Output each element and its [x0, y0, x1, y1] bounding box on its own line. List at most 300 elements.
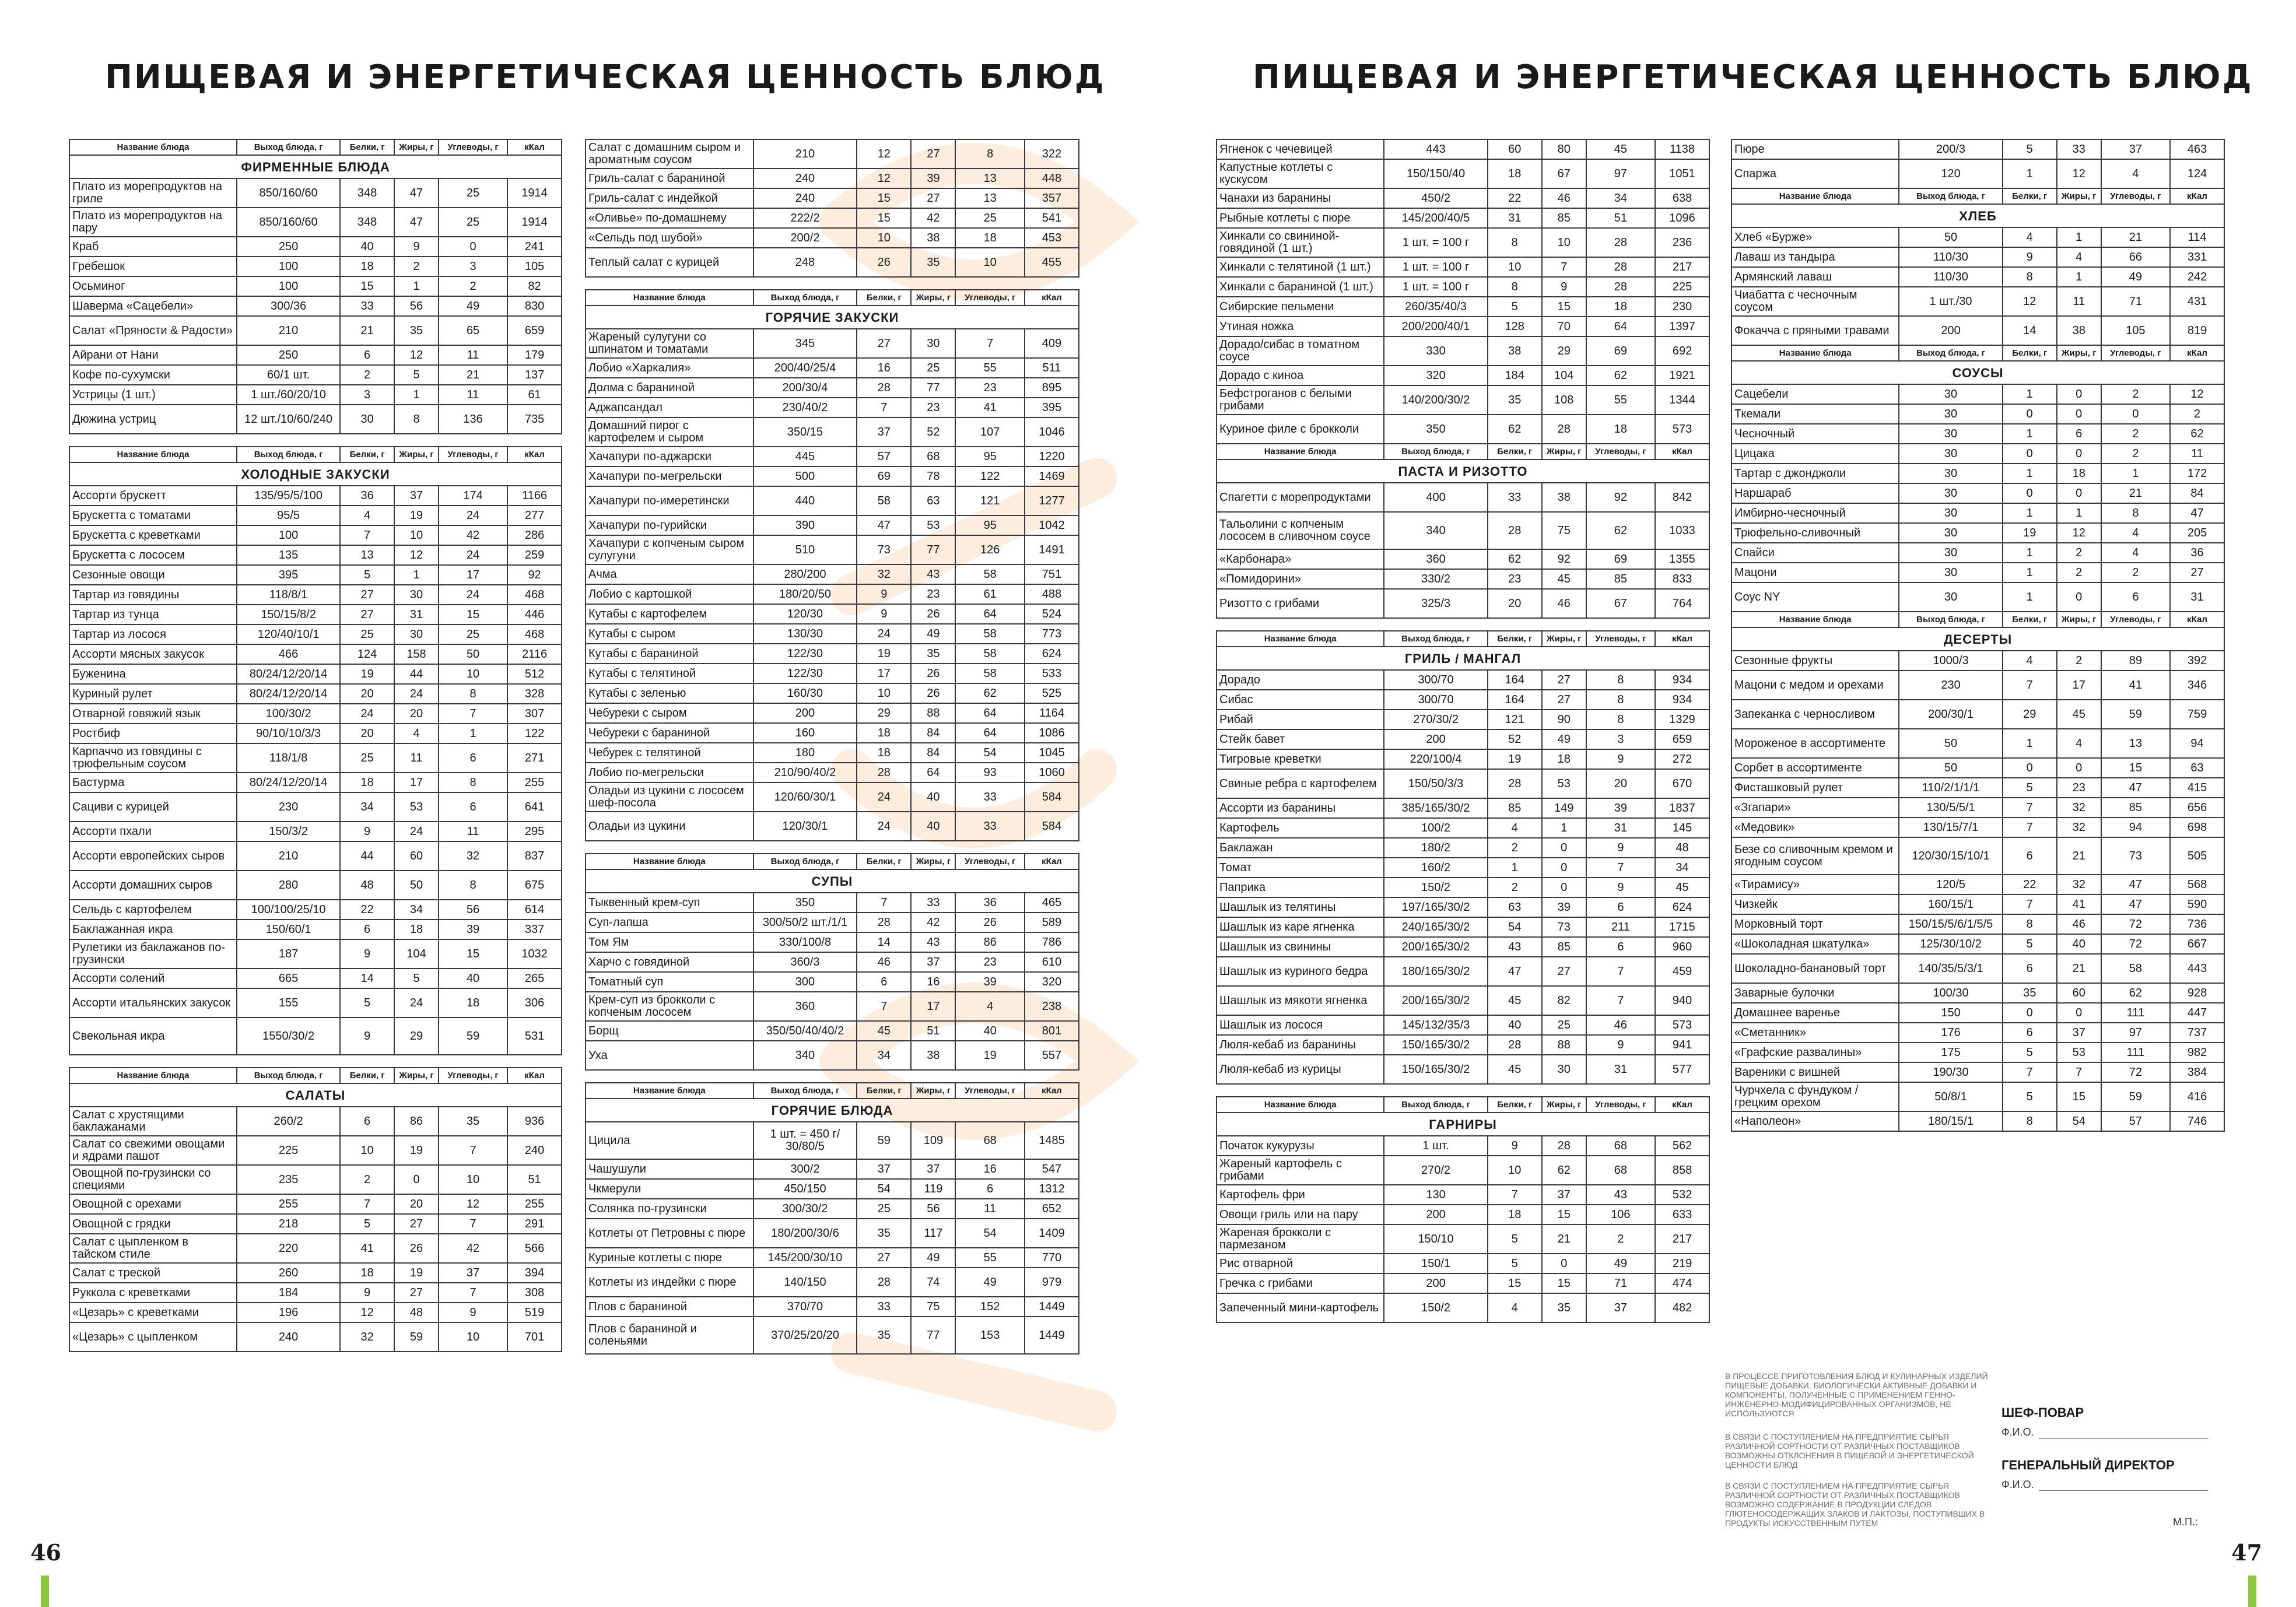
dish-carbs-cell: 8	[2101, 503, 2170, 523]
dish-fat-cell: 45	[1542, 569, 1586, 589]
dish-fat-cell: 20	[394, 704, 439, 724]
dish-name-cell: Хачапури по-имеретински	[586, 486, 753, 515]
dish-portion-cell: 95/5	[237, 506, 340, 525]
dish-kcal-cell: 395	[1025, 398, 1079, 417]
dish-portion-cell: 200/2	[753, 228, 857, 248]
dish-protein-cell: 35	[2003, 983, 2057, 1003]
dish-portion-cell: 500	[753, 466, 857, 486]
dish-kcal-cell: 667	[2170, 934, 2224, 954]
section-spacer	[69, 434, 562, 447]
column-header: Углеводы, г	[439, 139, 507, 155]
dish-name-cell: Овощной по-грузински со специями	[69, 1165, 237, 1194]
dish-name-cell: Ачма	[586, 564, 753, 584]
dish-portion-cell: 130/30	[753, 624, 857, 644]
dish-fat-cell: 60	[2057, 983, 2101, 1003]
dish-protein-cell: 12	[340, 1303, 394, 1322]
dish-fat-cell: 32	[2057, 875, 2101, 894]
dish-protein-cell: 8	[2003, 267, 2057, 287]
dish-name-cell: Чанахи из баранины	[1217, 188, 1384, 208]
table-row	[69, 684, 562, 704]
table-row	[586, 378, 1079, 398]
dish-name-cell: «Цезарь» с креветками	[69, 1303, 237, 1322]
dish-name-cell: Бастурма	[69, 773, 237, 792]
column-header: Жиры, г	[1542, 631, 1586, 647]
dish-protein-cell: 6	[2003, 1023, 2057, 1043]
dish-name-cell: Шашлык из лосося	[1217, 1015, 1384, 1035]
dish-kcal-cell: 328	[507, 684, 562, 704]
dish-name-cell: Сациви с курицей	[69, 792, 237, 822]
dish-fat-cell: 4	[394, 724, 439, 743]
dish-name-cell: Ассорти европейских сыров	[69, 841, 237, 871]
dish-carbs-cell: 28	[1586, 257, 1655, 277]
dish-kcal-cell: 837	[507, 841, 562, 871]
dish-portion-cell: 120	[1899, 159, 2002, 188]
dish-carbs-cell: 25	[955, 208, 1024, 228]
dish-name-cell: Устрицы (1 шт.)	[69, 385, 237, 405]
dish-carbs-cell: 10	[439, 1322, 507, 1352]
dish-portion-cell: 187	[237, 939, 340, 969]
dish-fat-cell: 0	[2057, 444, 2101, 464]
section-title-row	[586, 869, 1079, 893]
dish-fat-cell: 0	[1542, 838, 1586, 858]
dish-kcal-cell: 1060	[1025, 763, 1079, 783]
dish-carbs-cell: 58	[2101, 954, 2170, 983]
dish-kcal-cell: 641	[507, 792, 562, 822]
dish-fat-cell: 28	[1542, 1136, 1586, 1156]
dish-kcal-cell: 652	[1025, 1199, 1079, 1219]
dish-kcal-cell: 1042	[1025, 515, 1079, 535]
dish-carbs-cell: 1	[2101, 464, 2170, 483]
dish-protein-cell: 2	[1488, 878, 1542, 897]
dish-fat-cell: 10	[394, 525, 439, 545]
dish-portion-cell: 240	[237, 1322, 340, 1352]
table-row	[69, 822, 562, 841]
dish-kcal-cell: 431	[2170, 287, 2224, 316]
dish-protein-cell: 28	[1488, 769, 1542, 798]
dish-protein-cell: 58	[857, 486, 911, 515]
dish-portion-cell: 200	[1384, 1205, 1487, 1224]
column-header: кКал	[507, 447, 562, 462]
table-row	[1217, 483, 1709, 512]
section-title: ХЛЕБ	[1731, 204, 2224, 227]
dish-portion-cell: 180/20/50	[753, 584, 857, 604]
dish-kcal-cell: 770	[1025, 1248, 1079, 1268]
dish-protein-cell: 73	[857, 535, 911, 564]
dish-protein-cell: 31	[1488, 208, 1542, 228]
column-header: Название блюда	[69, 447, 237, 462]
dish-kcal-cell: 94	[2170, 729, 2224, 758]
column-header: Выход блюда, г	[237, 447, 340, 462]
table-row	[1217, 858, 1709, 878]
dish-name-cell: Чебуреки с бараниной	[586, 723, 753, 743]
column-header: Выход блюда, г	[1384, 631, 1487, 647]
table-header-row	[586, 1083, 1079, 1099]
dish-protein-cell: 63	[1488, 897, 1542, 917]
dish-protein-cell: 128	[1488, 317, 1542, 336]
dish-fat-cell: 1	[2057, 267, 2101, 287]
dish-carbs-cell: 62	[955, 683, 1024, 703]
dish-portion-cell: 180/200/30/6	[753, 1219, 857, 1248]
dish-carbs-cell: 3	[439, 257, 507, 276]
table-row	[1731, 651, 2224, 671]
dish-kcal-cell: 320	[1025, 972, 1079, 992]
dish-name-cell: Чкмерули	[586, 1179, 753, 1199]
dish-kcal-cell: 505	[2170, 837, 2224, 875]
dish-portion-cell: 160/30	[753, 683, 857, 703]
section-title: САЛАТЫ	[69, 1083, 562, 1107]
dish-fat-cell: 104	[394, 939, 439, 969]
column-header: Название блюда	[1217, 1097, 1384, 1113]
dish-name-cell: «Помидорини»	[1217, 569, 1384, 589]
dish-carbs-cell: 6	[439, 743, 507, 773]
dish-kcal-cell: 31	[2170, 583, 2224, 612]
dish-portion-cell: 230	[237, 792, 340, 822]
dish-name-cell: Плато из морепродуктов на пару	[69, 208, 237, 237]
dish-fat-cell: 52	[911, 417, 955, 447]
dish-name-cell: Чиабатта с чесночным соусом	[1731, 287, 1899, 316]
dish-kcal-cell: 557	[1025, 1041, 1079, 1070]
column-header: Белки, г	[340, 447, 394, 462]
dish-carbs-cell: 66	[2101, 247, 2170, 267]
dish-name-cell: Домашний пирог с картофелем и сыром	[586, 417, 753, 447]
dish-name-cell: Гребешок	[69, 257, 237, 276]
dish-kcal-cell: 357	[1025, 188, 1079, 208]
dish-name-cell: «Сельдь под шубой»	[586, 228, 753, 248]
dish-fat-cell: 27	[1542, 690, 1586, 710]
dish-kcal-cell: 272	[1655, 749, 1709, 769]
dish-carbs-cell: 86	[955, 932, 1024, 952]
dish-protein-cell: 1	[2003, 384, 2057, 404]
nutrition-table	[585, 139, 1079, 1355]
dish-protein-cell: 47	[1488, 957, 1542, 986]
dish-protein-cell: 4	[340, 506, 394, 525]
table-row	[586, 763, 1079, 783]
dish-name-cell: Ростбиф	[69, 724, 237, 743]
dish-name-cell: Люля-кебаб из курицы	[1217, 1055, 1384, 1084]
column-header: кКал	[2170, 612, 2224, 627]
dish-name-cell: Котлеты от Петровны с пюре	[586, 1219, 753, 1248]
dish-name-cell: Ассорти пхали	[69, 822, 237, 841]
dish-portion-cell: 400	[1384, 483, 1487, 512]
column-header: Углеводы, г	[439, 1068, 507, 1083]
dish-fat-cell: 34	[394, 900, 439, 920]
dish-carbs-cell: 55	[1586, 385, 1655, 415]
dish-carbs-cell: 9	[1586, 878, 1655, 897]
dish-kcal-cell: 566	[507, 1234, 562, 1263]
dish-name-cell: «Медовик»	[1731, 817, 1899, 837]
dish-carbs-cell: 64	[1586, 317, 1655, 336]
column-header: Белки, г	[2003, 612, 2057, 627]
dish-kcal-cell: 589	[1025, 913, 1079, 932]
dish-fat-cell: 49	[1542, 729, 1586, 749]
dish-carbs-cell: 47	[2101, 875, 2170, 894]
dish-name-cell: Тартар из говядины	[69, 585, 237, 605]
table-row	[1731, 837, 2224, 875]
table-row	[1217, 986, 1709, 1015]
dish-carbs-cell: 64	[955, 604, 1024, 624]
table-row	[1731, 287, 2224, 316]
dish-name-cell: Мацони с медом и орехами	[1731, 671, 1899, 700]
dish-name-cell: Гриль-салат с бараниной	[586, 169, 753, 188]
dish-fat-cell: 53	[2057, 1043, 2101, 1062]
dish-kcal-cell: 1449	[1025, 1317, 1079, 1354]
dish-kcal-cell: 1485	[1025, 1122, 1079, 1159]
dish-protein-cell: 15	[857, 188, 911, 208]
table-header-row	[1217, 444, 1709, 459]
table-row	[69, 624, 562, 644]
table-row	[69, 1107, 562, 1136]
dish-fat-cell: 63	[911, 486, 955, 515]
dish-fat-cell: 104	[1542, 366, 1586, 385]
dish-kcal-cell: 84	[2170, 483, 2224, 503]
dish-carbs-cell: 152	[955, 1297, 1024, 1317]
table-header-row	[1731, 188, 2224, 204]
dish-carbs-cell: 9	[1586, 1035, 1655, 1055]
dish-fat-cell: 20	[394, 1194, 439, 1214]
dish-carbs-cell: 45	[1586, 139, 1655, 159]
column-header: Выход блюда, г	[1384, 1097, 1487, 1113]
dish-fat-cell: 119	[911, 1179, 955, 1199]
dish-fat-cell: 38	[1542, 483, 1586, 512]
table-row	[586, 913, 1079, 932]
table-row	[1731, 983, 2224, 1003]
dish-protein-cell: 33	[857, 1297, 911, 1317]
dish-kcal-cell: 1914	[507, 208, 562, 237]
dish-name-cell: Ассорти домашних сыров	[69, 871, 237, 900]
section-title-row	[1217, 459, 1709, 483]
dish-name-cell: Тартар из тунца	[69, 605, 237, 624]
table-row	[69, 920, 562, 939]
dish-carbs-cell: 126	[955, 535, 1024, 564]
column-header: кКал	[1025, 854, 1079, 869]
dish-fat-cell: 30	[1542, 1055, 1586, 1084]
dish-carbs-cell: 93	[955, 763, 1024, 783]
dish-protein-cell: 14	[2003, 316, 2057, 345]
dish-fat-cell: 85	[1542, 208, 1586, 228]
dish-protein-cell: 19	[857, 644, 911, 664]
dish-kcal-cell: 394	[507, 1263, 562, 1283]
dish-name-cell: Морковный торт	[1731, 914, 1899, 934]
dish-protein-cell: 35	[857, 1219, 911, 1248]
dish-kcal-cell: 277	[507, 506, 562, 525]
dish-carbs-cell: 67	[1586, 589, 1655, 618]
table-row	[1217, 1273, 1709, 1293]
table-row	[586, 139, 1079, 169]
dish-fat-cell: 64	[911, 763, 955, 783]
dish-fat-cell: 41	[2057, 894, 2101, 914]
dish-carbs-cell: 89	[2101, 651, 2170, 671]
table-row	[586, 169, 1079, 188]
dish-portion-cell: 110/30	[1899, 247, 2002, 267]
dish-name-cell: Ассорти брускетт	[69, 486, 237, 506]
dish-name-cell: Салат с хрустящими баклажанами	[69, 1107, 237, 1136]
table-row	[586, 783, 1079, 812]
table-row	[1217, 159, 1709, 188]
table-row	[586, 1268, 1079, 1297]
column-header: Жиры, г	[911, 1083, 955, 1099]
table-row	[586, 1297, 1079, 1317]
dish-portion-cell: 12 шт./10/60/240	[237, 405, 340, 434]
dish-protein-cell: 9	[340, 822, 394, 841]
dish-carbs-cell: 28	[1586, 277, 1655, 297]
table-row	[1731, 139, 2224, 159]
page-title-right: ПИЩЕВАЯ И ЭНЕРГЕТИЧЕСКАЯ ЦЕННОСТЬ БЛЮД	[1253, 58, 2253, 96]
table-row	[586, 584, 1079, 604]
dish-name-cell: Плов с бараниной и соленьями	[586, 1317, 753, 1354]
dish-name-cell: Свиные ребра с картофелем	[1217, 769, 1384, 798]
page-number-right: 47	[2231, 1539, 2262, 1566]
dish-name-cell: Дюжина устриц	[69, 405, 237, 434]
dish-fat-cell: 0	[1542, 878, 1586, 897]
dish-kcal-cell: 47	[2170, 503, 2224, 523]
dish-name-cell: Краб	[69, 237, 237, 257]
dish-fat-cell: 26	[911, 683, 955, 703]
dish-kcal-cell: 225	[1655, 277, 1709, 297]
table-row	[1217, 937, 1709, 957]
chef-signature-line	[2039, 1430, 2208, 1438]
dish-carbs-cell: 10	[439, 664, 507, 684]
table-row	[69, 988, 562, 1017]
dish-carbs-cell: 211	[1586, 917, 1655, 937]
dish-name-cell: «Згапари»	[1731, 798, 1899, 817]
dish-fat-cell: 92	[1542, 549, 1586, 569]
dish-kcal-cell: 463	[2170, 139, 2224, 159]
dish-carbs-cell: 8	[955, 139, 1024, 169]
dish-name-cell: Ткемали	[1731, 404, 1899, 424]
dish-name-cell: Кофе по-сухумски	[69, 365, 237, 385]
dish-fat-cell: 5	[394, 969, 439, 988]
dish-portion-cell: 280	[237, 871, 340, 900]
column-header: Выход блюда, г	[237, 139, 340, 155]
dish-kcal-cell: 114	[2170, 227, 2224, 247]
dish-kcal-cell: 801	[1025, 1021, 1079, 1041]
dish-kcal-cell: 735	[507, 405, 562, 434]
table-row	[586, 208, 1079, 228]
dish-name-cell: Паприка	[1217, 878, 1384, 897]
dish-kcal-cell: 1045	[1025, 743, 1079, 763]
dish-protein-cell: 37	[857, 417, 911, 447]
column-header: Название блюда	[1731, 345, 1899, 361]
dish-fat-cell: 0	[2057, 483, 2101, 503]
dish-portion-cell: 175	[1899, 1043, 2002, 1062]
dish-protein-cell: 27	[857, 329, 911, 358]
dish-fat-cell: 19	[394, 1136, 439, 1165]
dish-portion-cell: 180	[753, 743, 857, 763]
dish-protein-cell: 59	[857, 1122, 911, 1159]
dish-carbs-cell: 15	[439, 939, 507, 969]
dish-portion-cell: 255	[237, 1194, 340, 1214]
dish-kcal-cell: 12	[2170, 384, 2224, 404]
dish-fat-cell: 27	[911, 139, 955, 169]
table-row	[1217, 1205, 1709, 1224]
dish-protein-cell: 9	[2003, 247, 2057, 267]
dish-kcal-cell: 568	[2170, 875, 2224, 894]
dish-portion-cell: 200	[1899, 316, 2002, 345]
dish-kcal-cell: 830	[507, 296, 562, 316]
table-row	[1217, 297, 1709, 317]
section-spacer	[586, 841, 1079, 854]
dish-portion-cell: 850/160/60	[237, 178, 340, 208]
menu-column-3	[1216, 139, 1710, 1323]
dish-carbs-cell: 11	[439, 385, 507, 405]
dish-fat-cell: 30	[911, 329, 955, 358]
column-header: Жиры, г	[394, 139, 439, 155]
dish-fat-cell: 46	[1542, 589, 1586, 618]
dish-fat-cell: 1	[2057, 503, 2101, 523]
dish-name-cell: Оладьи из цукини с лососем шеф-посола	[586, 783, 753, 812]
dish-carbs-cell: 10	[439, 1165, 507, 1194]
dish-kcal-cell: 659	[1655, 729, 1709, 749]
table-row	[69, 743, 562, 773]
dish-portion-cell: 450/2	[1384, 188, 1487, 208]
dish-name-cell: Свекольная икра	[69, 1017, 237, 1055]
dish-fat-cell: 47	[394, 208, 439, 237]
dish-carbs-cell: 8	[1586, 710, 1655, 729]
dish-name-cell: Люля-кебаб из баранины	[1217, 1035, 1384, 1055]
dish-kcal-cell: 62	[2170, 424, 2224, 444]
dish-portion-cell: 260	[237, 1263, 340, 1283]
dish-protein-cell: 25	[340, 743, 394, 773]
dish-portion-cell: 445	[753, 447, 857, 466]
dish-kcal-cell: 48	[1655, 838, 1709, 858]
chef-fio-label: Ф.И.О.	[2001, 1426, 2034, 1438]
dish-protein-cell: 27	[340, 585, 394, 605]
dish-fat-cell: 70	[1542, 317, 1586, 336]
dish-portion-cell: 1 шт. = 100 г	[1384, 257, 1487, 277]
column-header: Название блюда	[1731, 188, 1899, 204]
dish-name-cell: Капустные котлеты с кускусом	[1217, 159, 1384, 188]
dish-protein-cell: 7	[2003, 817, 2057, 837]
dish-kcal-cell: 1051	[1655, 159, 1709, 188]
dish-name-cell: Ягненок с чечевицей	[1217, 139, 1384, 159]
dish-carbs-cell: 55	[955, 1248, 1024, 1268]
table-row	[69, 405, 562, 434]
dish-kcal-cell: 446	[507, 605, 562, 624]
dish-kcal-cell: 751	[1025, 564, 1079, 584]
dish-portion-cell: 100/30	[1899, 983, 2002, 1003]
table-header-row	[1731, 345, 2224, 361]
dish-portion-cell: 122/30	[753, 664, 857, 683]
dish-name-cell: Брускетта с томатами	[69, 506, 237, 525]
director-role-label: ГЕНЕРАЛЬНЫЙ ДИРЕКТОР	[2001, 1458, 2175, 1472]
dish-kcal-cell: 590	[2170, 894, 2224, 914]
dish-portion-cell: 180/2	[1384, 838, 1487, 858]
dish-fat-cell: 17	[394, 773, 439, 792]
dish-kcal-cell: 701	[507, 1322, 562, 1352]
table-row	[1217, 208, 1709, 228]
dish-name-cell: Рис отварной	[1217, 1254, 1384, 1273]
dish-portion-cell: 90/10/10/3/3	[237, 724, 340, 743]
dish-protein-cell: 40	[1488, 1015, 1542, 1035]
dish-fat-cell: 21	[2057, 837, 2101, 875]
table-row	[586, 1122, 1079, 1159]
table-row	[586, 932, 1079, 952]
table-row	[1731, 316, 2224, 345]
dish-name-cell: Оладьи из цукини	[586, 812, 753, 841]
dish-portion-cell: 184	[237, 1283, 340, 1303]
dish-protein-cell: 10	[857, 683, 911, 703]
dish-carbs-cell: 85	[2101, 798, 2170, 817]
dish-protein-cell: 52	[1488, 729, 1542, 749]
dish-protein-cell: 124	[340, 644, 394, 664]
column-header: кКал	[1655, 444, 1709, 459]
dish-carbs-cell: 97	[1586, 159, 1655, 188]
dish-protein-cell: 28	[857, 1268, 911, 1297]
dish-name-cell: Тигровые креветки	[1217, 749, 1384, 769]
dish-name-cell: Хинкали со свининой-говядиной (1 шт.)	[1217, 228, 1384, 257]
column-header: Белки, г	[857, 1083, 911, 1099]
table-row	[1731, 1023, 2224, 1043]
